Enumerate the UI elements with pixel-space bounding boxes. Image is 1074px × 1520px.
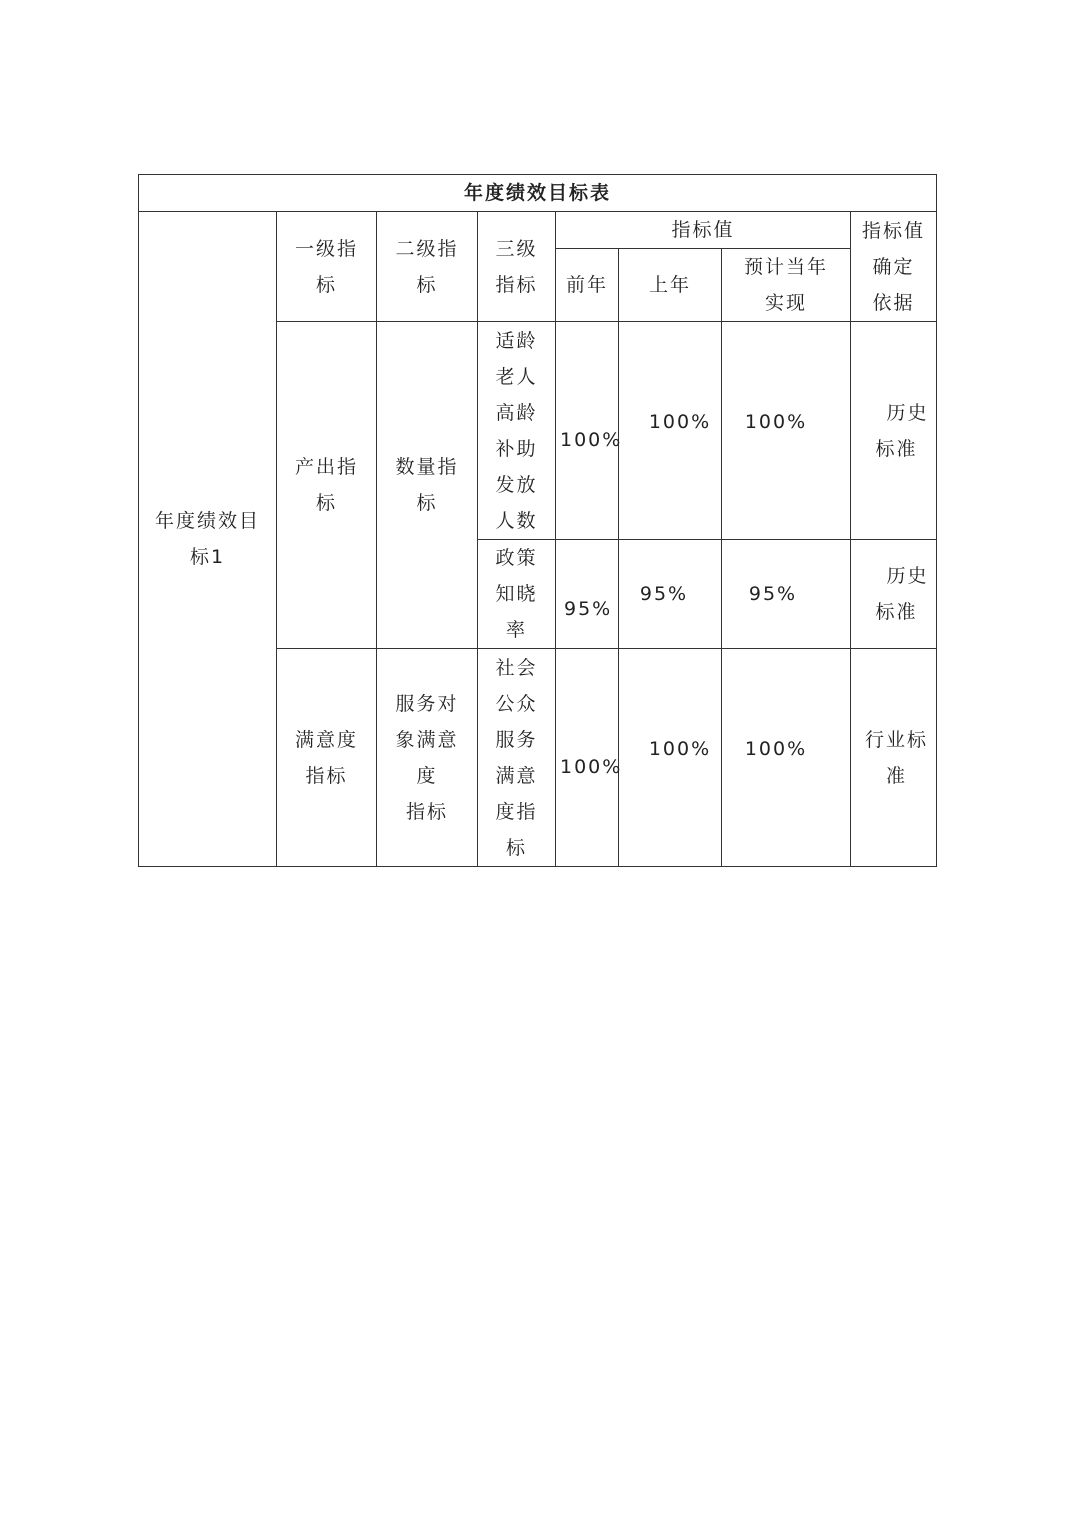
cell-text: 高龄: [495, 401, 538, 424]
cell-text: 标: [416, 492, 438, 514]
header-text: 确定: [872, 255, 915, 278]
cell-text: 指标: [405, 800, 448, 823]
header-current-year: [722, 249, 851, 322]
cell-text: 政策: [495, 547, 538, 569]
row-level3-awareness: [478, 540, 556, 649]
cell-text: 标准: [875, 437, 918, 460]
header-prev-year: 前年: [556, 249, 619, 322]
cell-text: 标准: [875, 601, 918, 623]
row-basis: [851, 540, 937, 649]
cell-text: 适龄: [495, 329, 538, 352]
goal-label-cell: [139, 212, 277, 867]
header-text: 标: [416, 273, 438, 296]
header-basis: [851, 212, 937, 322]
cell-text: 满意度: [294, 728, 358, 751]
row-prev-year-value: 100%: [556, 322, 619, 540]
cell-text: 历史: [886, 401, 929, 424]
header-text: 一级指: [294, 237, 358, 260]
cell-text: 服务对: [395, 692, 459, 715]
goal-label-line: 年度绩效目: [154, 510, 260, 532]
row-last-year-value: 100%: [619, 649, 722, 867]
row-last-year-value: 100%: [619, 322, 722, 540]
table-title: 年度绩效目标表: [139, 175, 937, 212]
header-level1: [277, 212, 377, 322]
row-current-year-value: 100%: [722, 649, 851, 867]
cell-text: 产出指: [294, 456, 358, 478]
row-last-year-value: 95%: [619, 540, 722, 649]
cell-text: 度: [416, 764, 438, 787]
header-text: 三级: [495, 237, 538, 260]
cell-text: 社会: [495, 656, 538, 679]
header-last-year: 上年: [619, 249, 722, 322]
row-level3-subsidy: [478, 322, 556, 540]
header-text: 实现: [764, 292, 807, 314]
cell-text: 人数: [495, 509, 538, 532]
row-level2-service-satisfaction: [377, 649, 478, 867]
header-text: 二级指: [395, 237, 459, 260]
row-level2-quantity: [377, 322, 478, 649]
header-text: 指标值: [862, 219, 926, 242]
cell-text: 象满意: [395, 728, 459, 751]
cell-text: 服务: [495, 728, 538, 751]
cell-text: 历史: [886, 565, 929, 587]
row-level3-public-satisfaction: [478, 649, 556, 867]
cell-text: 满意: [495, 764, 538, 787]
row-prev-year-value: 100%: [556, 649, 619, 867]
cell-text: 指标: [305, 764, 348, 787]
header-level2: [377, 212, 478, 322]
cell-text: 行业标: [865, 728, 929, 751]
cell-text: 老人: [495, 365, 538, 388]
row-current-year-value: 100%: [722, 322, 851, 540]
row-prev-year-value: 95%: [556, 540, 619, 649]
cell-text: 数量指: [395, 456, 459, 478]
row-current-year-value: 95%: [722, 540, 851, 649]
row-level1-satisfaction: [277, 649, 377, 867]
row-basis: [851, 649, 937, 867]
cell-text: 标: [505, 836, 527, 859]
row-basis: [851, 322, 937, 540]
header-index-value: 指标值: [556, 212, 851, 249]
cell-text: 发放: [495, 473, 538, 496]
header-text: 依据: [872, 291, 915, 314]
header-text: 指标: [495, 273, 538, 296]
header-text: 预计当年: [743, 256, 828, 278]
cell-text: 标: [315, 492, 337, 514]
cell-text: 度指: [495, 800, 538, 823]
header-text: 标: [315, 273, 337, 296]
cell-text: 公众: [495, 692, 538, 715]
cell-text: 补助: [495, 437, 538, 460]
goal-label-line: 标1: [189, 546, 226, 568]
performance-goal-table: [138, 174, 937, 867]
cell-text: 准: [886, 764, 908, 787]
header-level3: [478, 212, 556, 322]
cell-text: 知晓: [495, 583, 538, 605]
row-level1-output: [277, 322, 377, 649]
cell-text: 率: [505, 619, 527, 641]
